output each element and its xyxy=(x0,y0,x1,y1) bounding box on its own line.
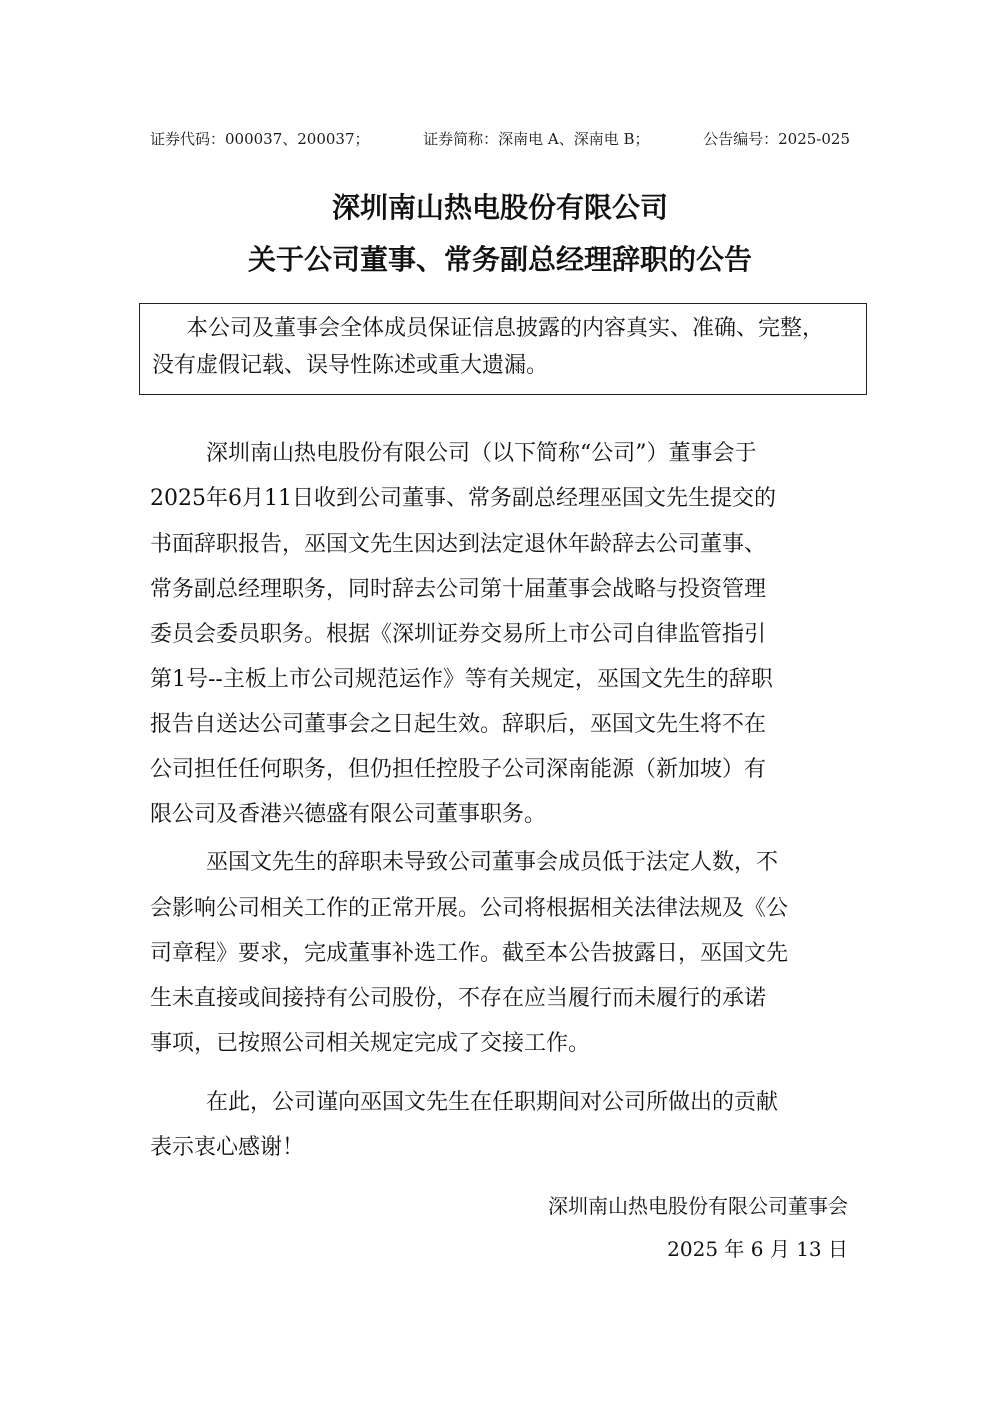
notice-number: 公告编号：2025-025 xyxy=(703,130,850,148)
body-line: 常务副总经理职务，同时辞去公司第十届董事会战略与投资管理 xyxy=(150,577,767,602)
body-line: 委员会委员职务。根据《深圳证券交易所上市公司自律监管指引 xyxy=(150,622,767,647)
body-line: 公司担任任何职务，但仍担任控股子公司深南能源（新加坡）有 xyxy=(150,757,767,782)
signature-organization: 深圳南山热电股份有限公司董事会 xyxy=(548,1194,848,1218)
signature-date: 2025 年 6 月 13 日 xyxy=(667,1237,848,1261)
body-line: 在此，公司谨向巫国文先生在任职期间对公司所做出的贡献 xyxy=(206,1090,779,1115)
body-line: 第1号--主板上市公司规范运作》等有关规定，巫国文先生的辞职 xyxy=(150,667,773,692)
security-short-name: 证券简称：深南电 A、深南电 B； xyxy=(423,130,650,148)
disclosure-statement-line: 本公司及董事会全体成员保证信息披露的内容真实、准确、完整， xyxy=(186,316,825,341)
body-line: 表示衷心感谢！ xyxy=(150,1135,305,1160)
body-line: 限公司及香港兴德盛有限公司董事职务。 xyxy=(150,802,547,827)
announcement-title: 关于公司董事、常务副总经理辞职的公告 xyxy=(247,243,752,276)
body-line: 生未直接或间接持有公司股份，不存在应当履行而未履行的承诺 xyxy=(150,986,767,1011)
document-header xyxy=(150,127,850,151)
company-title: 深圳南山热电股份有限公司 xyxy=(331,191,668,224)
body-line: 司章程》要求，完成董事补选工作。截至本公告披露日，巫国文先 xyxy=(150,941,789,966)
body-line: 巫国文先生的辞职未导致公司董事会成员低于法定人数，不 xyxy=(206,850,779,875)
body-line: 事项，已按照公司相关规定完成了交接工作。 xyxy=(150,1031,591,1056)
security-code: 证券代码：000037、200037； xyxy=(150,130,370,148)
body-line: 报告自送达公司董事会之日起生效。辞职后，巫国文先生将不在 xyxy=(150,712,767,737)
disclosure-statement-box xyxy=(139,303,867,395)
disclosure-statement-line: 没有虚假记载、误导性陈述或重大遗漏。 xyxy=(152,353,549,378)
body-line: 2025年6月11日收到公司董事、常务副总经理巫国文先生提交的 xyxy=(150,486,776,511)
body-line: 会影响公司相关工作的正常开展。公司将根据相关法律法规及《公 xyxy=(150,896,789,921)
body-line: 深圳南山热电股份有限公司（以下简称“公司”）董事会于 xyxy=(206,441,757,466)
body-line: 书面辞职报告，巫国文先生因达到法定退休年龄辞去公司董事、 xyxy=(150,532,767,557)
